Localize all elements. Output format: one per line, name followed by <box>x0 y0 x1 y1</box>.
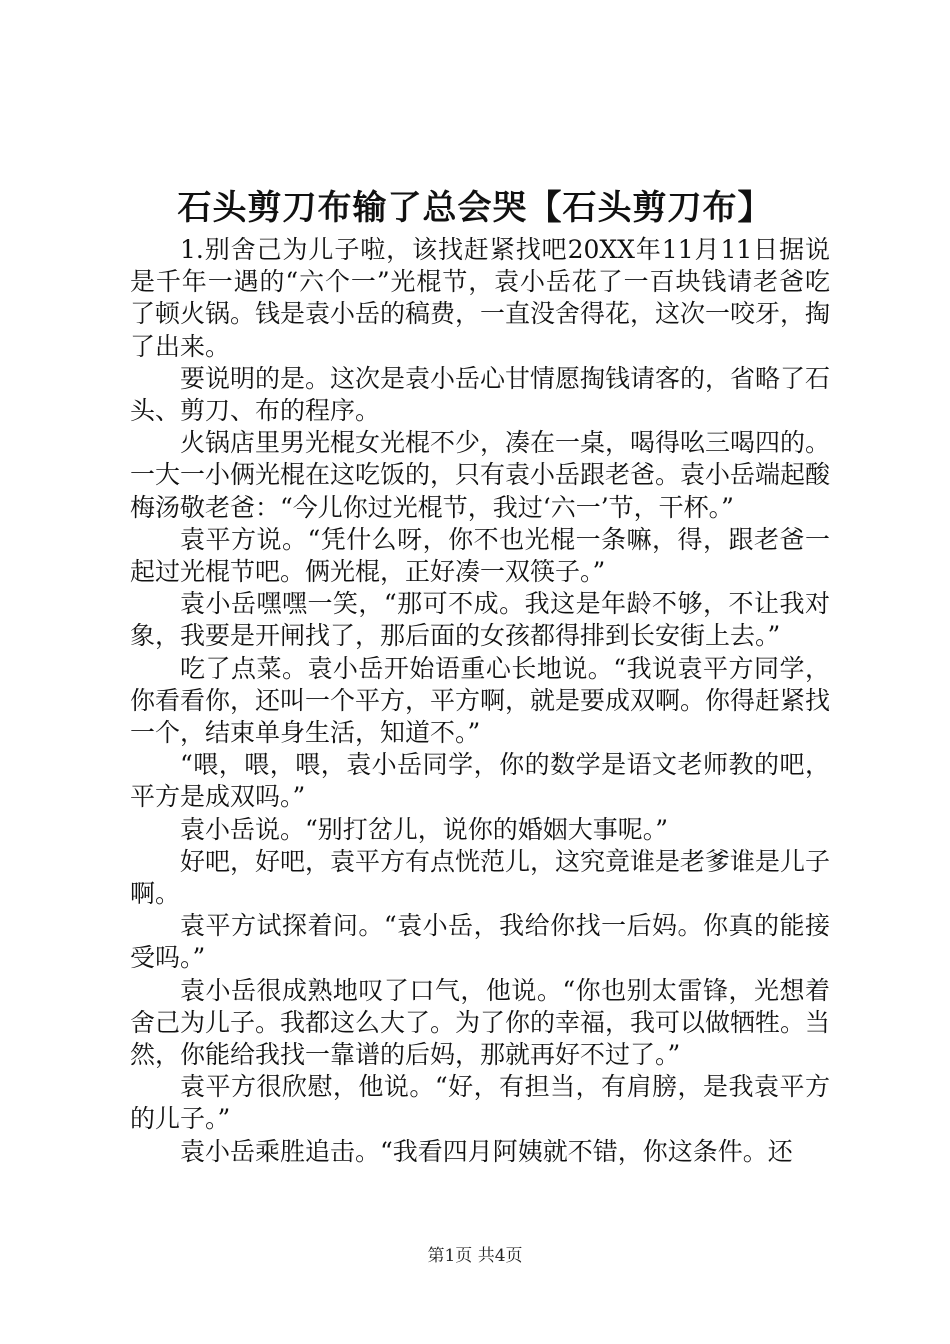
paragraph: 袁平方很欣慰，他说。“好，有担当，有肩膀，是我袁平方的儿子。” <box>130 1072 830 1134</box>
paragraph: 袁小岳很成熟地叹了口气，他说。“你也别太雷锋，光想着舍己为儿子。我都这么大了。为了你的幸福，我可以做牺牲。当然，你能给我找一靠谱的后妈，那就再好不过了。” <box>130 975 830 1070</box>
paragraph: 要说明的是。这次是袁小岳心甘情愿掏钱请客的，省略了石头、剪刀、布的程序。 <box>130 363 830 426</box>
paragraph: 袁小岳嘿嘿一笑，“那可不成。我这是年龄不够，不让我对象，我要是开闸找了，那后面的女孩都得排到长安街上去。” <box>130 589 830 651</box>
document-title: 石头剪刀布输了总会哭【石头剪刀布】 <box>177 188 773 228</box>
paragraph: 袁平方试探着问。“袁小岳，我给你找一后妈。你真的能接受吗。” <box>130 911 830 973</box>
paragraph: 袁小岳说。“别打岔儿，说你的婚姻大事呢。” <box>180 814 669 844</box>
paragraph: 1.别舍己为儿子啦，该找赶紧找吧20XX年11月11日据说是千年一遇的“六个一”光棍节，袁小岳花了一百块钱请老爸吃了顿火锅。钱是袁小岳的稿费，一直没舍得花，这次一咬牙，掏了出来。 <box>130 235 830 361</box>
paragraph: 袁小岳乘胜追击。“我看四月阿姨就不错，你这条件。还 <box>180 1136 793 1166</box>
paragraph: “喂，喂，喂，袁小岳同学，你的数学是语文老师教的吧，平方是成双吗。” <box>130 750 830 812</box>
paragraph: 吃了点菜。袁小岳开始语重心长地说。“我说袁平方同学，你看看你，还叫一个平方，平方啊，就是要成双啊。你得赶紧找一个，结束单身生活，知道不。” <box>130 653 830 748</box>
document-body <box>130 234 830 1184</box>
paragraph: 火锅店里男光棍女光棍不少，凑在一桌，喝得吆三喝四的。一大一小俩光棍在这吃饭的，只有袁小岳跟老爸。袁小岳端起酸梅汤敬老爸：“今儿你过光棍节，我过‘六一’节，干杯。” <box>130 428 830 522</box>
paragraph: 袁平方说。“凭什么呀，你不也光棍一条嘛，得，跟老爸一起过光棍节吧。俩光棍，正好凑一双筷子。” <box>130 524 830 587</box>
paragraph: 好吧，好吧，袁平方有点恍范儿，这究竟谁是老爹谁是儿子啊。 <box>130 846 830 909</box>
page-footer: 第1页 共4页 <box>427 1246 523 1266</box>
